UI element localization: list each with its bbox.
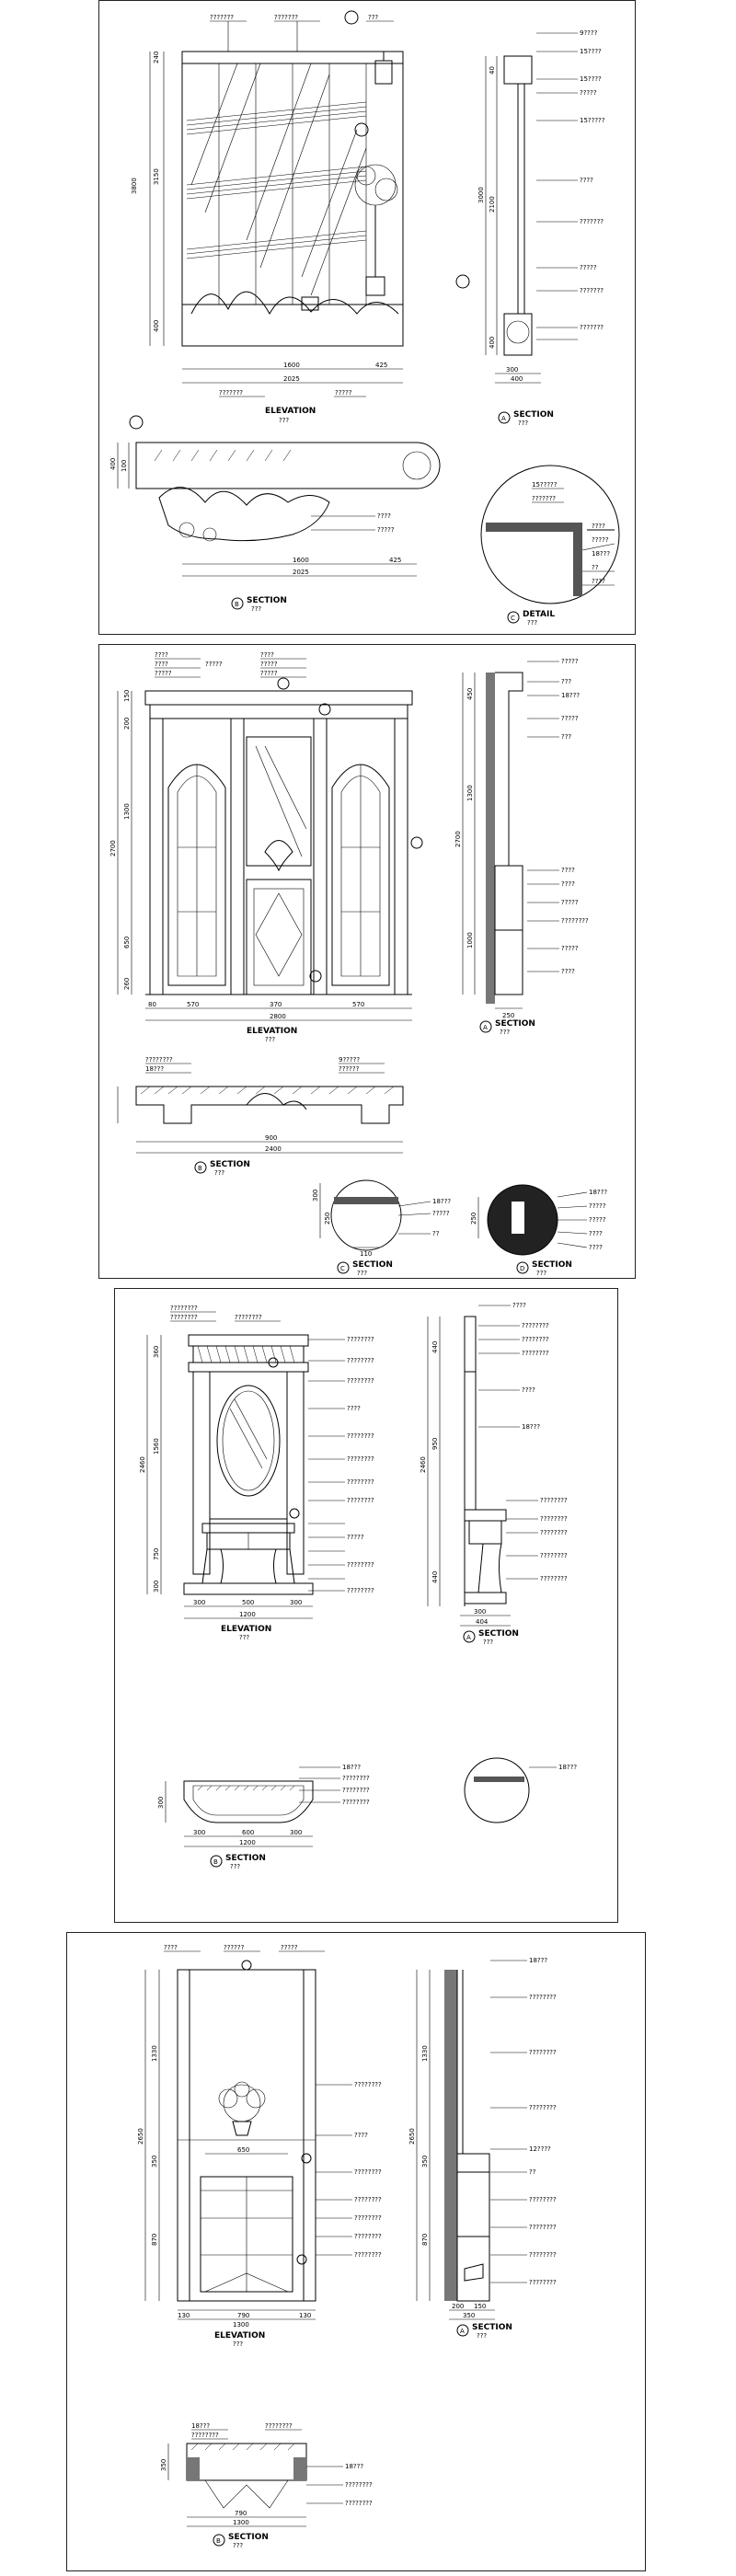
sec1-leader-8: ????? [580, 264, 597, 271]
det1-leader-1: 15????? [532, 481, 558, 489]
sec3-leader-10: ???????? [540, 1552, 568, 1559]
elev4-leader-6: ???????? [354, 2168, 382, 2176]
elev2-dim-b: 200 [123, 717, 131, 730]
sec4-leader-5: 12???? [529, 2145, 551, 2153]
elev3-dim-h2: 360 [153, 1345, 160, 1358]
secb4-leader-5: ???????? [345, 2481, 373, 2489]
elev2-dim-w-c: 370 [270, 1001, 282, 1008]
sec4-dim-h1: 1330 [421, 2045, 429, 2062]
sec2-leader-2: ??? [561, 678, 572, 685]
sec1-title: SECTION [513, 410, 554, 420]
secd2-marker: D [520, 1265, 525, 1272]
sec1-leader-6: ???? [580, 177, 593, 184]
secd2-leader-2: ????? [589, 1202, 606, 1210]
sheet-1 [98, 0, 636, 635]
elev1-leader-3: ??? [368, 14, 379, 21]
det1-leader-4: ????? [592, 536, 609, 544]
sec3-leader-3: ???????? [522, 1336, 549, 1343]
sec2-leader-10: ????? [561, 945, 579, 952]
det1-leader-3: ???? [592, 523, 605, 530]
secb1-title: SECTION [247, 596, 287, 605]
sec4-leader-2: ???????? [529, 1994, 557, 2001]
sec2-dim-h2: 1300 [466, 785, 474, 801]
secb3-leader-2: ???????? [342, 1775, 370, 1782]
det1-leader-7: ???? [592, 578, 605, 585]
sec4-dim-w1: 200 [452, 2303, 465, 2310]
sec2-dim-w: 250 [502, 1012, 515, 1019]
sec3-dim-h1: 440 [431, 1340, 439, 1353]
sec3-leader-5: ???? [522, 1386, 535, 1394]
sec1-leader-1: 9???? [580, 29, 598, 37]
sec4-dim-total: 2650 [408, 2128, 416, 2145]
elev4-dim-w1a: 130 [178, 2312, 190, 2319]
secc2-leader-2: ????? [432, 1210, 450, 1217]
section-b-4 [168, 2430, 343, 2526]
secb3-dim-w2b: 300 [290, 1829, 303, 1836]
sec4-leader-7: ???????? [529, 2196, 557, 2203]
secb2-dim-w: 900 [265, 1134, 278, 1142]
sec2-leader-11: ???? [561, 968, 575, 975]
elev2-dim-a: 150 [123, 689, 131, 702]
elev1-leader-5: ????? [335, 389, 352, 397]
sheet-2-drawing [99, 645, 637, 1280]
sec1-leader-3: 15???? [580, 75, 602, 83]
elev1-dim-total-h: 3800 [131, 178, 138, 194]
elev4-dim-w3: 650 [237, 2146, 250, 2154]
elev1-dim-bottom: 400 [153, 319, 160, 332]
sec1-leader-9: ??????? [580, 287, 604, 294]
sec2-leader-4: ????? [561, 715, 579, 722]
elev4-subtitle: ??? [233, 2340, 244, 2348]
sec4-marker: A [460, 2328, 465, 2335]
sec3-dim-w1: 300 [474, 1608, 487, 1616]
sec1-subtitle: ??? [518, 420, 529, 427]
elev2-dim-total-h: 2700 [109, 840, 117, 857]
elev2-subtitle: ??? [265, 1036, 276, 1043]
secb2-leader-4: ?????? [339, 1065, 360, 1073]
elev4-dim-w2: 790 [237, 2312, 250, 2319]
sec2-dim-total: 2700 [454, 831, 462, 847]
elev3-dim-h1: 1560 [153, 1438, 160, 1455]
sec4-dim-w3: 350 [463, 2312, 476, 2319]
section-d-2 [478, 1185, 587, 1255]
det1-marker: C [511, 615, 515, 622]
section-a-2 [463, 661, 559, 1008]
secb3-leader-4: ???????? [342, 1799, 370, 1806]
secd2-title: SECTION [532, 1260, 572, 1270]
elev1-dim-w2: 425 [375, 362, 388, 369]
elev4-leader-1: ???? [164, 1944, 178, 1951]
sec1-dim-h2: 2100 [489, 196, 496, 213]
det1-leader-5: 18??? [592, 550, 611, 558]
elev3-dim-w-total: 1200 [239, 1611, 256, 1618]
sec3-marker: A [466, 1634, 471, 1641]
elev2-leader-4: ???? [260, 651, 274, 659]
elev3-leader-1: ???????? [170, 1305, 198, 1312]
sheet-3-drawing [115, 1289, 619, 1924]
elev4-dim-total: 2650 [137, 2128, 144, 2145]
sec3-dim-h3: 440 [431, 1570, 439, 1583]
elev2-dim-w-total: 2800 [270, 1013, 286, 1020]
secb3-leader-1: 18??? [342, 1764, 362, 1771]
secc2-marker: C [340, 1265, 345, 1272]
secb4-marker: B [216, 2537, 221, 2545]
elev4-leader-10: ???????? [354, 2251, 382, 2259]
secb2-leader-2: 18??? [145, 1065, 165, 1073]
elev3-dim-w2: 500 [242, 1599, 255, 1606]
elev4-dim-h1: 1330 [151, 2045, 158, 2062]
elev4-dim-h3: 870 [151, 2233, 158, 2246]
elevation-4 [145, 1951, 352, 2319]
elev2-title: ELEVATION [247, 1027, 298, 1036]
elev1-dim-w1: 1600 [283, 362, 300, 369]
elev3-leader-2: ???????? [170, 1314, 198, 1321]
det1-subtitle: ??? [527, 619, 538, 627]
elev4-dim-w1b: 130 [299, 2312, 312, 2319]
elev4-leader-4: ???????? [354, 2081, 382, 2088]
elev3-leader-3: ???????? [235, 1314, 262, 1321]
sec2-leader-6: ???? [561, 867, 575, 874]
elev3-leader-10: ???????? [347, 1478, 374, 1486]
elev1-dim-top: 240 [153, 51, 160, 63]
sec1-leader-7: ??????? [580, 218, 604, 225]
elevation-1 [150, 11, 403, 397]
secb1-dim-h2: 100 [121, 459, 128, 472]
sec1-dim-h3: 400 [489, 336, 496, 349]
elev3-leader-11: ???????? [347, 1497, 374, 1504]
sec4-leader-3: ???????? [529, 2049, 557, 2056]
secb4-dim-w: 790 [235, 2510, 247, 2517]
secc2-title: SECTION [352, 1260, 393, 1270]
elev4-leader-2: ?????? [224, 1944, 245, 1951]
sec4-leader-1: 18??? [529, 1957, 548, 1964]
sec4-dim-h2: 350 [421, 2155, 429, 2168]
elev2-dim-e: 260 [123, 977, 131, 990]
secb3-dim-h: 300 [157, 1796, 165, 1809]
sheet-2 [98, 644, 636, 1279]
sec3-leader-8: ???????? [540, 1515, 568, 1523]
elev1-title: ELEVATION [265, 407, 316, 416]
secc2-dim-h1: 300 [312, 1189, 319, 1202]
elev4-leader-8: ???????? [354, 2214, 382, 2222]
sec4-leader-9: ???????? [529, 2251, 557, 2259]
elev2-dim-c: 1300 [123, 803, 131, 820]
elev1-leader-2: ??????? [274, 14, 299, 21]
elev1-leader-4: ??????? [219, 389, 244, 397]
section-a-1 [456, 33, 578, 383]
sec3-leader-4: ???????? [522, 1350, 549, 1357]
elev3-dim-h3: 750 [153, 1547, 160, 1560]
sec4-leader-6: ?? [529, 2168, 536, 2176]
secb2-leader-1: ???????? [145, 1056, 173, 1064]
sheet-4 [66, 1932, 646, 2571]
sec2-subtitle: ??? [500, 1029, 511, 1036]
secb3-dim-w-total: 1200 [239, 1839, 256, 1846]
sheet-4-drawing [67, 1933, 647, 2572]
secb1-dim-w1: 1600 [293, 557, 309, 564]
secb2-marker: B [198, 1165, 202, 1172]
secb3-leader-5: 18??? [558, 1764, 578, 1771]
sec4-dim-h3: 870 [421, 2233, 429, 2246]
secb1-subtitle: ??? [251, 605, 262, 613]
elev3-dim-total: 2460 [139, 1456, 146, 1473]
sec4-subtitle: ??? [477, 2332, 488, 2340]
secb4-dim-h: 350 [160, 2458, 167, 2471]
sec4-title: SECTION [472, 2323, 512, 2332]
elev4-leader-3: ????? [281, 1944, 298, 1951]
secd2-leader-3: ????? [589, 1216, 606, 1224]
elev2-leader-7: ????? [205, 661, 223, 668]
sec3-leader-7: ???????? [540, 1497, 568, 1504]
elev4-dim-h2: 350 [151, 2155, 158, 2168]
secd2-leader-1: 18??? [589, 1189, 608, 1196]
secb2-dim-w-total: 2400 [265, 1145, 282, 1153]
elev2-leader-6: ????? [260, 670, 278, 677]
sec2-leader-3: 18??? [561, 692, 581, 699]
section-c-2 [320, 1180, 431, 1250]
section-a-4 [417, 1961, 527, 2319]
sec1-dim-w2: 400 [511, 375, 523, 383]
elev2-dim-d: 650 [123, 936, 131, 949]
sheet-1-drawing [99, 1, 637, 636]
sec1-dim-h1: 3000 [477, 187, 485, 203]
sec2-dim-h1: 450 [466, 687, 474, 700]
sec3-leader-11: ???????? [540, 1575, 568, 1582]
sec2-leader-5: ??? [561, 733, 572, 741]
secb2-leader-3: 9????? [339, 1056, 361, 1064]
elev3-dim-h4: 300 [153, 1580, 160, 1593]
secd2-subtitle: ??? [536, 1270, 547, 1277]
sec1-leader-4: ????? [580, 89, 597, 97]
secb1-dim-w-total: 2025 [293, 569, 309, 576]
secd2-leader-5: ???? [589, 1244, 603, 1251]
elev3-dim-w1: 300 [193, 1599, 206, 1606]
elev4-leader-5: ???? [354, 2132, 368, 2139]
elev4-leader-7: ???????? [354, 2196, 382, 2203]
sec2-title: SECTION [495, 1019, 535, 1029]
secb2-subtitle: ??? [214, 1169, 225, 1177]
secd2-dim-h: 250 [470, 1212, 477, 1225]
secb1-leader-1: ???? [377, 512, 391, 520]
sec3-leader-2: ???????? [522, 1322, 549, 1329]
det1-leader-6: ?? [592, 564, 599, 571]
secb3-title: SECTION [225, 1854, 266, 1863]
elev4-leader-9: ???????? [354, 2233, 382, 2240]
secb4-leader-4: 18??? [345, 2463, 364, 2470]
sec1-dim-top: 40 [489, 66, 496, 75]
sec3-leader-6: 18??? [522, 1423, 541, 1431]
secb4-dim-w-total: 1300 [233, 2519, 249, 2526]
elev3-leader-6: ???????? [347, 1377, 374, 1385]
secc2-dim-w: 110 [360, 1250, 373, 1258]
sec1-marker: A [501, 415, 506, 422]
det1-title: DETAIL [523, 610, 556, 619]
sec2-leader-7: ???? [561, 880, 575, 888]
elev3-leader-9: ???????? [347, 1455, 374, 1463]
elev3-leader-12: ????? [347, 1534, 364, 1541]
sec3-dim-total: 2460 [420, 1456, 427, 1473]
sec3-dim-h2: 950 [431, 1437, 439, 1450]
sec4-leader-4: ???????? [529, 2104, 557, 2111]
elev3-dim-w3: 300 [290, 1599, 303, 1606]
sec4-leader-10: ???????? [529, 2279, 557, 2286]
secb1-dim-h1: 400 [109, 457, 117, 470]
sec1-dim-w1: 300 [506, 366, 519, 374]
elev3-leader-4: ???????? [347, 1336, 374, 1343]
secb4-leader-6: ???????? [345, 2500, 373, 2507]
elev3-leader-8: ???????? [347, 1432, 374, 1440]
secb4-title: SECTION [228, 2533, 269, 2542]
sec1-leader-10: ??????? [580, 324, 604, 331]
elev2-leader-2: ???? [155, 661, 168, 668]
secb3-marker: B [213, 1858, 218, 1866]
elev2-leader-1: ???? [155, 651, 168, 659]
secb3-dim-w1: 600 [242, 1829, 255, 1836]
elevation-2 [118, 659, 422, 1020]
sec4-dim-w2: 150 [474, 2303, 487, 2310]
sec2-marker: A [483, 1024, 488, 1031]
elev3-leader-14: ???????? [347, 1587, 374, 1594]
elevation-3 [147, 1312, 345, 1618]
secb2-title: SECTION [210, 1160, 250, 1169]
elev2-leader-5: ????? [260, 661, 278, 668]
secb4-leader-2: ???????? [191, 2432, 219, 2439]
secb4-leader-1: 18??? [191, 2422, 211, 2430]
elev3-leader-7: ???? [347, 1405, 361, 1412]
secc2-subtitle: ??? [357, 1270, 368, 1277]
sec2-leader-1: ????? [561, 658, 579, 665]
secd2-leader-4: ???? [589, 1230, 603, 1237]
section-b-1 [118, 416, 440, 576]
secb4-subtitle: ??? [233, 2542, 244, 2549]
elev3-leader-13: ???????? [347, 1561, 374, 1569]
det1-leader-2: ??????? [532, 495, 557, 502]
sec4-leader-8: ???????? [529, 2224, 557, 2231]
sec3-leader-1: ???? [512, 1302, 526, 1309]
elev2-leader-3: ????? [155, 670, 172, 677]
sec2-leader-8: ????? [561, 899, 579, 906]
sec2-dim-h3: 1000 [466, 932, 474, 949]
elev2-dim-w-a: 80 [148, 1001, 156, 1008]
secb3-subtitle: ??? [230, 1863, 241, 1870]
sec1-leader-5: 15????? [580, 117, 605, 124]
sec3-leader-9: ???????? [540, 1529, 568, 1536]
secc2-leader-1: 18??? [432, 1198, 452, 1205]
secb4-leader-3: ???????? [265, 2422, 293, 2430]
secb1-leader-2: ????? [377, 526, 395, 534]
elev3-leader-5: ???????? [347, 1357, 374, 1364]
elev2-dim-w-b2: 570 [352, 1001, 365, 1008]
elev4-dim-w-total: 1300 [233, 2321, 249, 2329]
secb3-leader-3: ???????? [342, 1787, 370, 1794]
section-b-2 [118, 1064, 403, 1153]
elev3-subtitle: ??? [239, 1634, 250, 1641]
sec2-leader-9: ???????? [561, 917, 589, 925]
sheet-3 [114, 1288, 618, 1923]
secc2-dim-h2: 250 [324, 1212, 331, 1225]
sec1-leader-2: 15???? [580, 48, 602, 55]
sec3-subtitle: ??? [483, 1639, 494, 1646]
secb1-marker: B [235, 601, 239, 608]
sec3-dim-w2: 404 [476, 1618, 489, 1626]
elev2-dim-w-b: 570 [187, 1001, 200, 1008]
elev1-dim-w-total: 2025 [283, 375, 300, 383]
sec3-title: SECTION [478, 1629, 519, 1639]
secb1-dim-w2: 425 [389, 557, 402, 564]
elev1-leader-1: ??????? [210, 14, 235, 21]
secb3-dim-w2a: 300 [193, 1829, 206, 1836]
elev1-subtitle: ??? [279, 417, 290, 424]
secc2-leader-3: ?? [432, 1230, 440, 1237]
elev1-dim-upper: 3150 [153, 168, 160, 185]
elev3-title: ELEVATION [221, 1625, 272, 1634]
elev4-title: ELEVATION [214, 2331, 266, 2340]
